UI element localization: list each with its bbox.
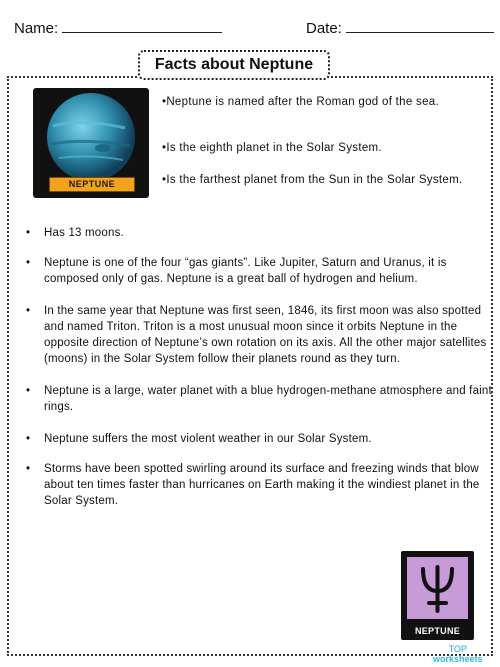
name-blank[interactable]: [62, 18, 222, 33]
fact-item: • Storms have been spotted swirling around its surface and freezing winds that blow about ten times faster than hurricanes on Earth making it the windiest planet in the Solar System.: [22, 461, 492, 509]
worksheets-logo: [433, 644, 483, 664]
fact-item: • Neptune suffers the most violent weather in our Solar System.: [22, 431, 492, 447]
intro-fact: •Neptune is named after the Roman god of the sea.: [162, 96, 439, 108]
fact-item: • Neptune is a large, water planet with a blue hydrogen-methane atmosphere and faint rings.: [22, 383, 492, 415]
symbol-background: [407, 557, 468, 619]
page-title: Facts about Neptune: [138, 50, 330, 80]
intro-fact: •Is the farthest planet from the Sun in the Solar System.: [162, 174, 463, 186]
neptune-symbol-card: [401, 551, 474, 640]
date-blank[interactable]: [346, 18, 494, 33]
symbol-card-label: NEPTUNE: [414, 626, 461, 636]
logo-line-bottom: worksheets: [433, 654, 483, 664]
name-field[interactable]: [14, 18, 222, 37]
date-field[interactable]: [306, 18, 494, 37]
trident-icon: [407, 557, 468, 619]
facts-list: [22, 225, 492, 509]
neptune-planet-card: [33, 88, 149, 198]
fact-item: • Neptune is one of the four “gas giants”. Like Jupiter, Saturn and Uranus, it is composed only of gas. Neptune is a great ball of hydrogen and helium.: [22, 255, 492, 287]
name-label: Name:: [14, 20, 59, 37]
logo-line-top: TOP: [448, 644, 467, 654]
fact-item: • In the same year that Neptune was first seen, 1846, its first moon was also spotted and named Triton. Triton is a most unusual moon since it orbits Neptune in the opposite direction of Neptune’s own rotation on its axis. All the other major satellites (moons) in the Solar System follow their planets round as they turn.: [22, 303, 492, 367]
planet-card-label: NEPTUNE: [49, 177, 135, 192]
intro-fact: •Is the eighth planet in the Solar System.: [162, 142, 382, 154]
fact-item: • Has 13 moons.: [22, 225, 492, 241]
date-label: Date:: [306, 20, 342, 37]
